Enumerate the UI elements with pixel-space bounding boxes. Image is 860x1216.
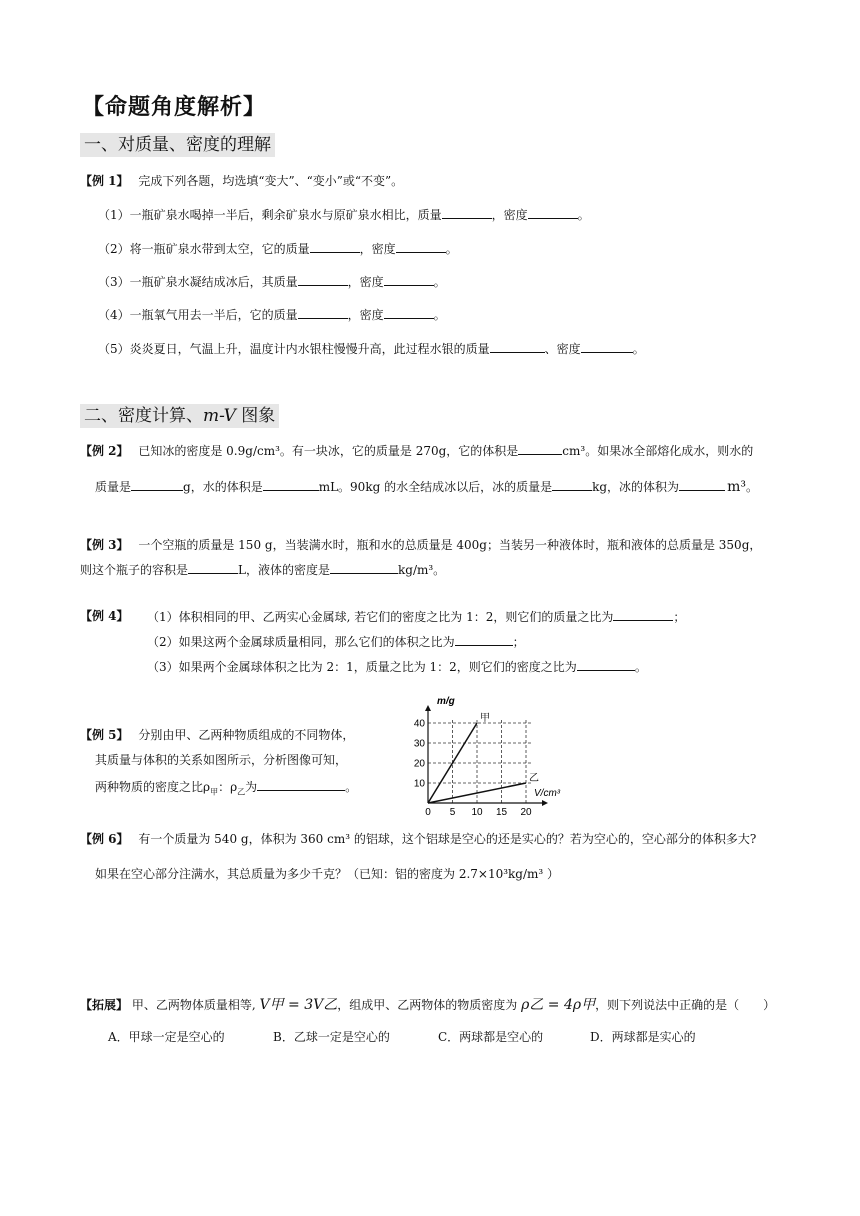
ex1-q4-text2: ，密度 (347, 308, 384, 322)
example-6-line-2: 如果在空心部分注满水，其总质量为多少千克？（已知：铝的密度为 2.7×10³kg/m³ ） (95, 867, 560, 881)
ex1-q5-text2: 、密度 (544, 342, 581, 356)
ex1-q5 (98, 340, 645, 357)
ex5-sub-jia: 甲 (210, 787, 219, 797)
ex2-l2-text4: kg，冰的体积为 (592, 480, 680, 494)
ex1-q5-text: （5）炎炎夏日，气温上升，温度计内水银柱慢慢升高，此过程水银的质量 (98, 342, 490, 356)
option-a[interactable]: A．甲球一定是空心的 (108, 1030, 225, 1044)
ex1-q2-text: （2）将一瓶矿泉水带到太空，它的质量 (98, 242, 310, 256)
ex1-q3-text: （3）一瓶矿泉水凝结成冰后，其质量 (98, 275, 298, 289)
y-tick-label: 40 (413, 718, 425, 730)
ex3-l2-end: kg/m³。 (398, 563, 446, 577)
ex4-q1 (147, 608, 685, 625)
answer-blank[interactable] (518, 442, 562, 455)
ex4-q2 (147, 633, 525, 650)
y-tick-label: 20 (413, 758, 425, 770)
example-1-text: 完成下列各题，均选填“变大”、“变小”或“不变”。 (138, 174, 404, 188)
ex5-wei: 为 (245, 780, 258, 794)
ext-text: 甲、乙两物体质量相等, (131, 998, 256, 1012)
x-tick-label: 10 (471, 807, 483, 818)
example-4-label: 【例 4】 (80, 609, 129, 623)
ex4-q2-text: （2）如果这两个金属球质量相同，那么它们的体积之比为 (147, 635, 455, 649)
y-axis-label: m/g (437, 696, 455, 707)
extension-label: 【拓展】 (80, 998, 129, 1012)
example-1-intro (80, 173, 403, 189)
answer-blank[interactable] (384, 306, 434, 319)
option-c[interactable]: C．两球都是空心的 (438, 1030, 544, 1044)
ex3-l2-text: 则这个瓶子的容积是 (80, 563, 189, 577)
option-b[interactable]: B．乙球一定是空心的 (273, 1030, 390, 1044)
section-1-heading: 一、对质量、密度的理解 (80, 133, 275, 157)
section-2-heading (80, 404, 279, 428)
ex2-l2-text3: mL。90kg 的水全结成冰以后，冰的质量是 (318, 480, 553, 494)
answer-blank[interactable] (330, 561, 398, 574)
answer-blank[interactable] (455, 633, 513, 646)
ex6-text: 有一个质量为 540 g，体积为 360 cm³ 的铝球，这个铝球是空心的还是实心的？若为空心的，空心部分的体积多大? (138, 832, 757, 846)
answer-blank[interactable] (552, 478, 592, 491)
answer-blank[interactable] (384, 273, 434, 286)
answer-blank[interactable] (442, 206, 492, 219)
ex5-end: 。 (345, 780, 358, 794)
x-axis-arrow (542, 800, 548, 806)
y-axis-arrow (425, 705, 431, 711)
answer-blank[interactable] (577, 658, 635, 671)
ex2-text2: cm³。如果冰全部熔化成水，则水的 (562, 444, 754, 458)
ex5-rho-2: ：ρ (218, 780, 238, 794)
y-tick-label: 10 (413, 778, 425, 790)
example-5-label: 【例 5】 (80, 728, 129, 742)
answer-blank[interactable] (613, 608, 673, 621)
ex4-q1-end: ； (673, 610, 686, 624)
extension-question (80, 997, 775, 1013)
ex1-q2-text2: ，密度 (359, 242, 396, 256)
ex1-q3-text2: ，密度 (347, 275, 384, 289)
ex1-q4 (98, 306, 446, 323)
x-tick-label: 5 (449, 807, 456, 818)
ex5-line-2: 其质量与体积的关系如图所示，分析图像可知， (95, 753, 348, 767)
answer-blank[interactable] (298, 273, 348, 286)
example-1-label: 【例 1】 (80, 174, 129, 188)
ex5-text: 分别由甲、乙两种物质组成的不同物体， (138, 728, 355, 742)
answer-blank[interactable] (581, 340, 633, 353)
ex1-q2 (98, 240, 458, 257)
example-3-label: 【例 3】 (80, 538, 129, 552)
ex1-q3 (98, 273, 446, 290)
answer-blank[interactable] (131, 478, 183, 491)
answer-blank[interactable] (679, 478, 725, 491)
section-2-heading-mv: m-V (203, 406, 236, 426)
y-tick-label: 30 (413, 738, 425, 750)
example-5-line-1 (80, 727, 354, 743)
ex4-q2-end: ； (512, 635, 525, 649)
answer-blank[interactable] (298, 306, 348, 319)
page-title: 【命题角度解析】 (82, 95, 267, 120)
ex1-q4-end: 。 (433, 308, 446, 322)
ex1-q1-end: 。 (577, 208, 590, 222)
ex5-sub-yi: 乙 (237, 787, 246, 797)
ex4-q3-text: （3）如果两个金属球体积之比为 2：1，质量之比为 1：2，则它们的密度之比为 (147, 660, 577, 674)
ex3-l2-text2: L，液体的密度是 (238, 563, 330, 577)
ex5-rho-1: 两种物质的密度之比ρ (95, 780, 211, 794)
volume-equation: V甲 = 3V乙 (259, 997, 338, 1013)
example-2-line-1 (80, 442, 753, 459)
example-2-line-2 (95, 478, 758, 495)
answer-blank[interactable] (310, 240, 360, 253)
example-2-label: 【例 2】 (80, 444, 129, 458)
answer-blank[interactable] (188, 561, 238, 574)
ex5-line-3 (95, 778, 357, 800)
ex1-q3-end: 。 (433, 275, 446, 289)
ex3-text: 一个空瓶的质量是 150 g，当装满水时，瓶和水的总质量是 400g；当装另一种液体时，瓶和液体的总质量是 350g， (138, 538, 762, 552)
example-6-label: 【例 6】 (80, 832, 129, 846)
ex2-text: 已知冰的密度是 0.9g/cm³。有一块冰，它的质量是 270g，它的体积是 (138, 444, 519, 458)
section-2-heading-tail: 图象 (235, 406, 276, 426)
ex1-q1-text2: ，密度 (491, 208, 528, 222)
x-axis-label: V/cm³ (534, 788, 561, 799)
answer-blank[interactable] (396, 240, 446, 253)
ex4-q1-text: （1）体积相同的甲、乙两实心金属球, 若它们的密度之比为 1：2，则它们的质量之比为 (147, 610, 614, 624)
m-v-chart (408, 690, 568, 820)
answer-blank[interactable] (263, 478, 319, 491)
ex2-l2-end: 。 (745, 480, 758, 494)
ex1-q1 (98, 206, 590, 223)
section-2-heading-text: 二、密度计算、 (84, 406, 203, 426)
answer-blank[interactable] (257, 778, 345, 791)
x-tick-label: 0 (425, 807, 431, 818)
ext-text2: ，组成甲、乙两物体的物质密度为 (337, 998, 518, 1012)
answer-blank[interactable] (490, 340, 545, 353)
ext-text3: ，则下列说法中正确的是（ ） (595, 998, 776, 1012)
ex2-l2-text: 质量是 (95, 480, 132, 494)
series-label: 甲 (480, 713, 490, 724)
x-tick-label: 20 (520, 807, 532, 818)
ex4-q3 (147, 658, 647, 675)
ex1-q5-end: 。 (632, 342, 645, 356)
unit-m3: m³ (727, 479, 746, 495)
example-6-line-1 (80, 831, 756, 847)
ex1-q1-text: （1）一瓶矿泉水喝掉一半后，剩余矿泉水与原矿泉水相比，质量 (98, 208, 442, 222)
ex2-l2-text2: g，水的体积是 (183, 480, 263, 494)
answer-blank[interactable] (528, 206, 578, 219)
density-equation: ρ乙 = 4ρ甲 (521, 997, 596, 1013)
chart-series (428, 712, 539, 803)
example-3-line-2 (80, 561, 445, 578)
example-3-line-1 (80, 537, 761, 553)
ex1-q4-text: （4）一瓶氧气用去一半后，它的质量 (98, 308, 298, 322)
x-tick-label: 15 (495, 807, 508, 818)
chart-grid (428, 719, 531, 803)
ex1-q2-end: 。 (445, 242, 458, 256)
option-d[interactable]: D．两球都是实心的 (590, 1030, 696, 1044)
series-label: 乙 (529, 773, 539, 784)
ex4-q3-end: 。 (634, 660, 647, 674)
